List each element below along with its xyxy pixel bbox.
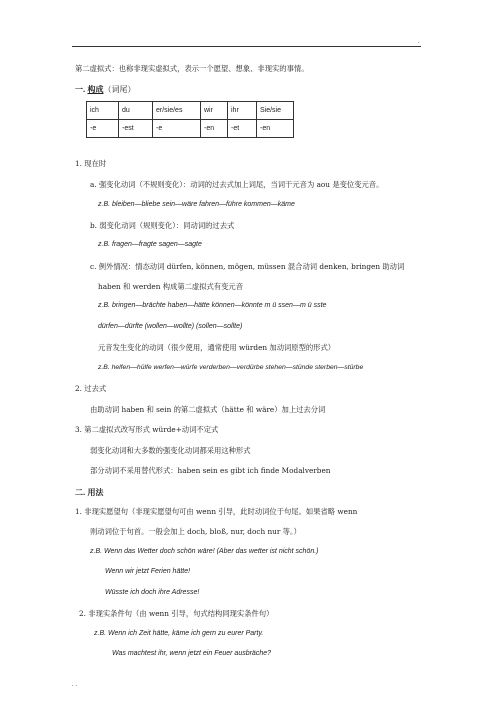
table-cell: ihr [228,102,257,120]
example-wish-1: z.B. Wenn das Wetter doch schön wäre! (Aber das wetter ist nicht schön.) [90,548,319,555]
line-exceptions-cont: haben 和 werden 构成第二虚拟式有变元音 [98,282,243,291]
section-heading-1 [75,84,135,95]
header-mark: . [418,39,420,45]
section-heading-2: 二. 用法 [75,488,104,497]
line-wuerde-form: 3. 第二虚拟式改写形式 würde+动词不定式 [75,425,219,434]
example-wish-3: Wüsste ich doch ihre Adresse! [105,589,200,596]
ending-table [86,101,294,138]
line-wish-clause-cont: 则动词位于句首。一般会加上 doch, bloß, nur, doch nur 等。） [90,527,301,536]
section-title: 构成 [87,85,104,94]
line-vowel-change: 元音发生变化的动词（很少使用，通常使用 würden 加动词原型的形式） [98,343,336,352]
line-weak-verbs: b. 弱变化动词（规则变化）：同动词的过去式 [90,221,235,230]
table-row [87,120,294,138]
table-cell: -et [228,120,257,138]
table-cell: ich [87,102,119,120]
line-condition-clause: 2. 非现实条件句（由 wenn 引导，句式结构同现实条件句） [79,609,274,618]
example-weak: z.B. fragen—fragte sagen—sagte [98,241,202,248]
example-vowel-change: z.B. helfen—hülfe werfen—würfe verderben—verdürbe stehen—stünde sterben—stürbe [98,364,364,371]
line-present-tense: 1. 现在时 [75,159,107,168]
example-strong: z.B. bleiben—bliebe sein—wäre fahren—führe kommen—käme [98,201,295,208]
example-wish-2: Wenn wir jetzt Ferien hätte! [105,568,191,575]
line-strong-verbs: a. 强变化动词（不规则变化）：动词的过去式加上词尾，当词干元音为 aou 是变位变元音。 [90,180,384,189]
line-past-tense: 2. 过去式 [75,384,107,393]
example-condition-2: Was machtest ihr, wenn jetzt ein Feuer ausbräche? [112,650,272,657]
table-cell: -en [201,120,228,138]
table-cell: -en [257,120,294,138]
line-wuerde-desc-1: 弱变化动词和大多数的强变化动词都采用这种形式 [90,446,251,455]
section-subtitle: （词尾） [103,85,136,94]
table-cell: er/sie/es [153,102,201,120]
table-cell: -e [87,120,119,138]
section-number: 一. [75,85,86,94]
table-cell: -est [119,120,153,138]
table-cell: wir [201,102,228,120]
table-row [87,102,294,120]
line-wish-clause: 1. 非现实愿望句（非现实愿望句可由 wenn 引导，此时动词位于句尾。如果省略 wenn [75,507,358,516]
line-exceptions: c. 例外情况：情态动词 dürfen, können, mögen, müssen 混合动词 denken, bringen 助动词 [90,262,405,271]
example-exceptions-1: z.B. bringen—brächte haben—hätte können—könnte m ü ssen—m ü sste [98,302,327,309]
example-exceptions-2: dürfen—dürfte (wollen—wollte) (sollen—sollte) [98,323,243,330]
intro-text: 第二虚拟式：也称非现实虚拟式，表示一个愿望、想象、非现实的事情。 [75,64,309,73]
table-cell: -e [153,120,201,138]
table-cell: du [119,102,153,120]
header-rule [72,46,421,47]
table-cell: Sie/sie [257,102,294,120]
line-past-tense-desc: 由助动词 haben 和 sein 的第二虚拟式（hätte 和 wäre）加上过去分词 [90,405,326,414]
example-condition-1: z.B. Wenn ich Zeit hätte, käme ich gern zu eurer Party. [94,630,264,637]
footer-mark: . . [72,682,78,688]
line-wuerde-desc-2: 部分动词不采用替代形式：haben sein es gibt ich finde Modalverben [90,466,331,475]
